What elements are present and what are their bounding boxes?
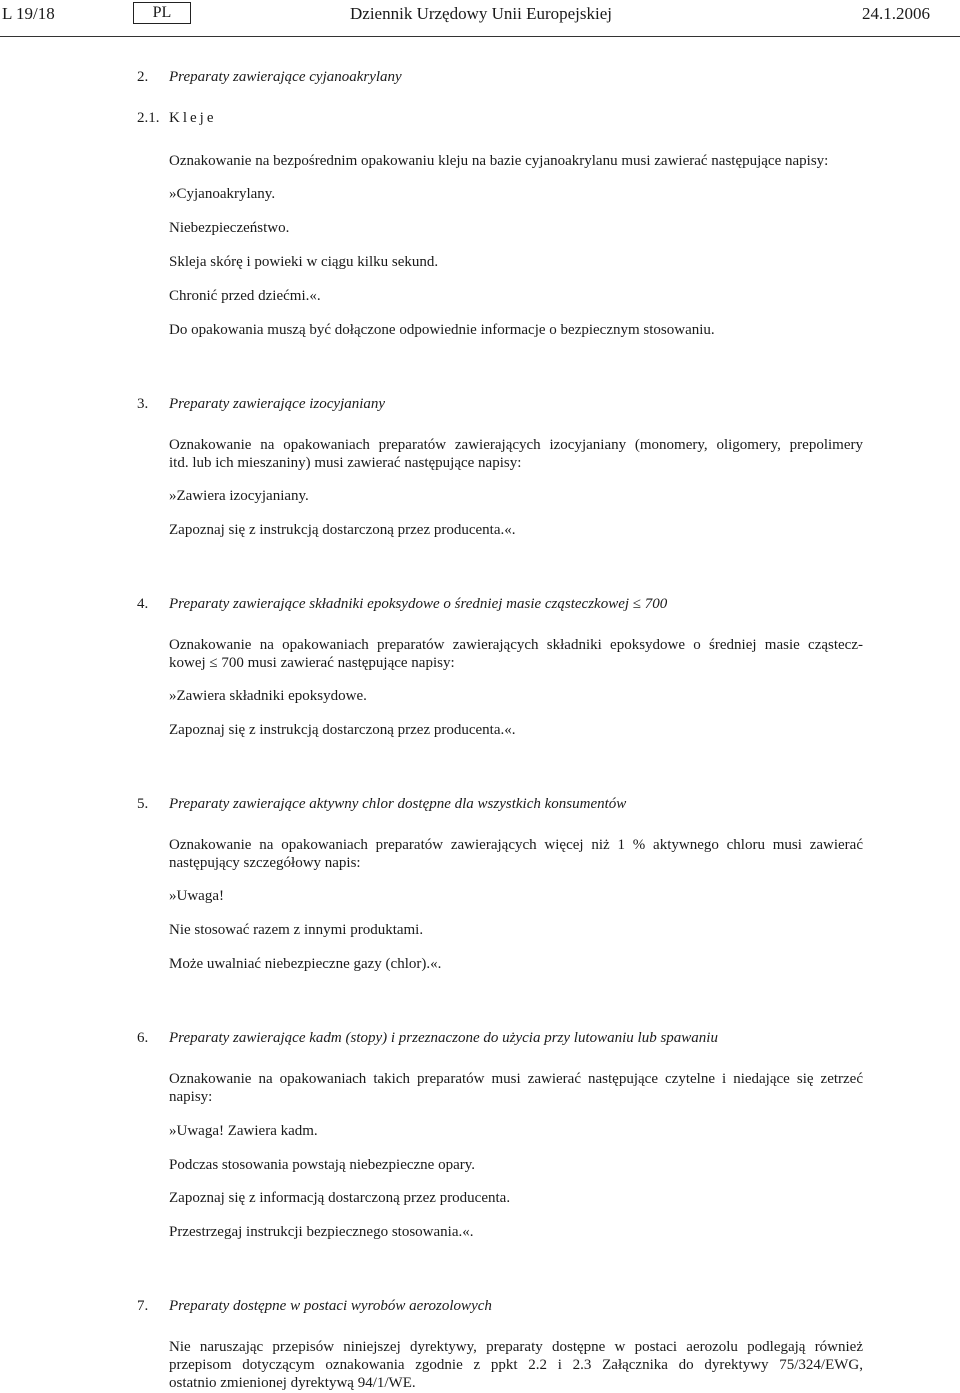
label-line: Przestrzegaj instrukcji bezpiecznego stosowania.«. — [169, 1224, 474, 1240]
subsection-number: 2.1. — [137, 110, 160, 126]
section-number: 7. — [137, 1298, 149, 1314]
section-heading: Preparaty zawierające kadm (stopy) i przeznaczone do użycia przy lutowaniu lub spawaniu — [169, 1030, 718, 1046]
label-line: Chronić przed dziećmi.«. — [169, 288, 321, 304]
section-number: 3. — [137, 396, 149, 412]
section-heading: Preparaty zawierające składniki epoksydowe o średniej masie cząsteczkowej ≤ 700 — [169, 596, 668, 612]
section-heading: Preparaty zawierające cyjanoakrylany — [169, 69, 402, 85]
paragraph-line: kowej ≤ 700 musi zawierać następujące napisy: — [169, 655, 455, 671]
paragraph-line: Oznakowanie na opakowaniach preparatów zawierających izocyjaniany (monomery, oligomery, prepolimery — [169, 437, 863, 453]
paragraph-line: Oznakowanie na opakowaniach preparatów zawierających więcej niż 1 % aktywnego chloru musi zawierać — [169, 837, 863, 853]
label-line: »Zawiera składniki epoksydowe. — [169, 688, 367, 704]
paragraph-line: napisy: — [169, 1089, 213, 1105]
label-line: »Zawiera izocyjaniany. — [169, 488, 309, 504]
section-number: 4. — [137, 596, 149, 612]
label-line: Zapoznaj się z instrukcją dostarczoną przez producenta.«. — [169, 722, 516, 738]
paragraph-line: ostatnio zmienionej dyrektywą 94/1/WE. — [169, 1375, 416, 1391]
label-line: »Uwaga! — [169, 888, 224, 904]
paragraph-line: Oznakowanie na opakowaniach preparatów zawierających składniki epoksydowe o średniej masie cząstecz- — [169, 637, 863, 653]
label-line: »Cyjanoakrylany. — [169, 186, 276, 202]
label-line: Skleja skórę i powieki w ciągu kilku sekund. — [169, 254, 439, 270]
language-badge: PL — [133, 2, 191, 24]
section-number: 6. — [137, 1030, 149, 1046]
label-line: Nie stosować razem z innymi produktami. — [169, 922, 424, 938]
label-line: Podczas stosowania powstają niebezpieczne opary. — [169, 1157, 475, 1173]
page-reference: L 19/18 — [2, 4, 55, 23]
header-rule — [0, 36, 960, 37]
section-heading: Preparaty zawierające izocyjaniany — [169, 396, 386, 412]
paragraph-line: przepisom dotyczącym oznakowania zgodnie z ppkt 2.2 i 2.3 Załącznika do dyrektywy 75/324/EWG, — [169, 1357, 863, 1373]
label-line: Niebezpieczeństwo. — [169, 220, 290, 236]
label-line: Zapoznaj się z informacją dostarczoną przez producenta. — [169, 1190, 511, 1206]
paragraph: Oznakowanie na bezpośrednim opakowaniu kleju na bazie cyjanoakrylanu musi zawierać następujące napisy: — [169, 153, 829, 169]
paragraph-line: Oznakowanie na opakowaniach takich preparatów musi zawierać następujące czytelne i niedające się zetrzeć — [169, 1071, 863, 1087]
paragraph-line: Nie naruszając przepisów niniejszej dyrektywy, preparaty dostępne w postaci aerozolu podlegają również — [169, 1339, 863, 1355]
section-heading: Preparaty zawierające aktywny chlor dostępne dla wszystkich konsumentów — [169, 796, 627, 812]
label-line: »Uwaga! Zawiera kadm. — [169, 1123, 318, 1139]
section-number: 5. — [137, 796, 149, 812]
section-number: 2. — [137, 69, 149, 85]
section-heading: Preparaty dostępne w postaci wyrobów aerozolowych — [169, 1298, 492, 1314]
paragraph-line: następujący szczegółowy napis: — [169, 855, 361, 871]
subsection-heading: Kleje — [169, 110, 217, 126]
journal-title: Dziennik Urzędowy Unii Europejskiej — [350, 4, 613, 23]
label-line: Może uwalniać niebezpieczne gazy (chlor).«. — [169, 956, 442, 972]
publication-date: 24.1.2006 — [862, 4, 930, 23]
label-line: Zapoznaj się z instrukcją dostarczoną przez producenta.«. — [169, 522, 516, 538]
paragraph: Do opakowania muszą być dołączone odpowiednie informacje o bezpiecznym stosowaniu. — [169, 322, 715, 338]
paragraph-line: itd. lub ich mieszaniny) musi zawierać następujące napisy: — [169, 455, 522, 471]
